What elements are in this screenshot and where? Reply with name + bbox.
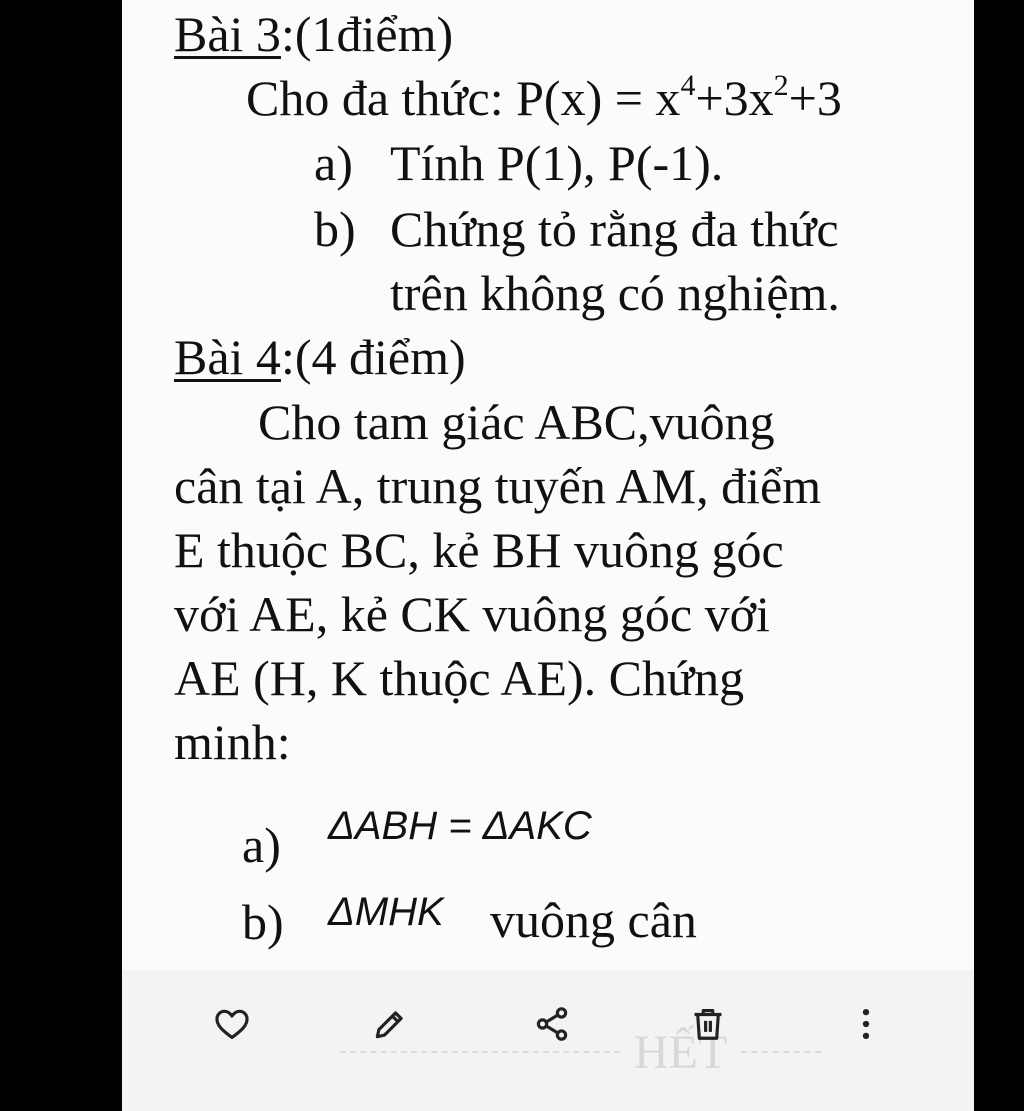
bai4-para-line-3: E thuộc BC, kẻ BH vuông góc	[174, 522, 784, 578]
poly-exponent-2: 2	[773, 69, 789, 102]
bai4-title	[174, 327, 466, 387]
bai4-para-line-2: cân tại A, trung tuyến AM, điểm	[174, 458, 822, 514]
bai3-label: Bài 3	[174, 6, 281, 62]
poly-mid: +3x	[695, 70, 774, 126]
bai4-part-b-formula: ΔMHK	[328, 890, 444, 934]
faint-dashed-line-right	[741, 1051, 821, 1053]
bai4-para-line-1: Cho tam giác ABC,vuông	[258, 394, 775, 450]
bai4-part-b-text: vuông cân	[490, 892, 697, 948]
poly-exponent-4: 4	[680, 69, 696, 102]
bai3-points: :(1điểm)	[280, 6, 454, 62]
bai4-para-line-4: với AE, kẻ CK vuông góc với	[174, 586, 770, 642]
bai3-part-a-marker: a)	[314, 135, 353, 191]
poly-intro: Cho đa thức: P(x) = x	[246, 70, 681, 126]
share-icon[interactable]	[530, 1002, 574, 1046]
bai4-part-a-marker: a)	[242, 817, 281, 873]
trash-icon[interactable]	[686, 1002, 730, 1046]
faint-dashed-line-left	[340, 1051, 620, 1053]
bai3-polynomial	[246, 68, 842, 128]
bai4-points: :(4 điểm)	[280, 329, 466, 385]
pencil-icon[interactable]	[368, 1002, 412, 1046]
bai4-label: Bài 4	[174, 329, 281, 385]
bai4-part-b-marker: b)	[242, 894, 284, 950]
bai3-title	[174, 4, 453, 64]
bai3-part-b-marker: b)	[314, 201, 356, 257]
bai4-para-line-6: minh:	[174, 714, 291, 770]
bai3-part-a-text: Tính P(1), P(-1).	[390, 135, 724, 191]
faint-het-label: HẾT	[634, 1025, 728, 1079]
bai3-part-b-text-1: Chứng tỏ rằng đa thức	[390, 201, 839, 257]
bai3-part-b-text-2: trên không có nghiệm.	[390, 265, 840, 321]
bai4-para-line-5: AE (H, K thuộc AE). Chứng	[174, 650, 745, 706]
heart-icon[interactable]	[210, 1002, 254, 1046]
document-page	[122, 0, 974, 1111]
poly-tail: +3	[788, 70, 842, 126]
bai4-part-a-formula: ΔABH = ΔAKC	[328, 804, 592, 848]
faint-end-text	[340, 1022, 850, 1082]
more-icon[interactable]	[844, 1002, 888, 1046]
